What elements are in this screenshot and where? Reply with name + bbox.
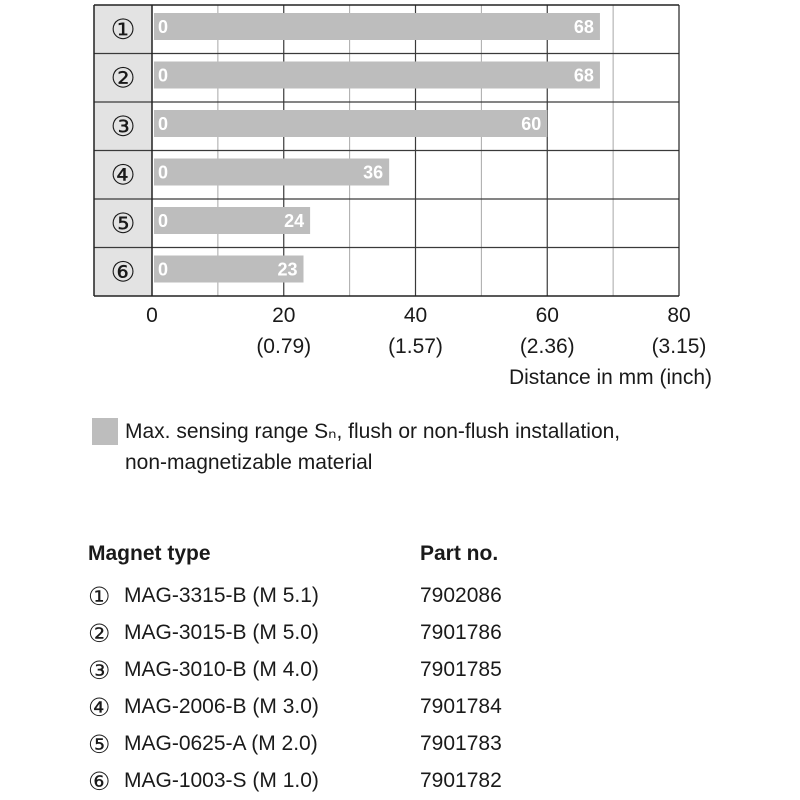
x-tick-label: 40 <box>403 304 428 327</box>
legend-text <box>125 416 620 478</box>
x-tick-label: 0 <box>146 304 158 327</box>
row-label: ② <box>110 61 136 95</box>
grid-lines <box>94 5 679 296</box>
row-label: ⑤ <box>110 207 136 240</box>
header-part-no: Part no. <box>420 542 499 565</box>
row-number: ① <box>88 582 111 611</box>
bar-value-label: 60 <box>521 114 542 134</box>
x-tick-sublabel: (1.57) <box>388 335 443 358</box>
magnet-type: MAG-1003-S (M 1.0) <box>124 769 319 792</box>
bar-value-label: 68 <box>573 17 594 37</box>
part-number: 7901784 <box>420 695 502 718</box>
bar-start-label: 0 <box>158 114 169 134</box>
bar <box>154 110 547 137</box>
bar-start-label: 0 <box>158 162 169 183</box>
x-axis-ticks <box>146 304 706 358</box>
row-label: ④ <box>110 158 136 192</box>
part-number: 7902086 <box>420 584 502 607</box>
bar-value-label: 68 <box>573 65 594 86</box>
row-label: ① <box>110 13 136 46</box>
magnet-type: MAG-2006-B (M 3.0) <box>124 695 319 718</box>
legend-line-2: non-magnetizable material <box>125 451 373 474</box>
magnet-type: MAG-3315-B (M 5.1) <box>124 584 319 607</box>
bar-start-label: 0 <box>158 17 169 37</box>
row-number: ④ <box>88 693 111 722</box>
x-tick-label: 80 <box>667 304 691 327</box>
row-number: ⑥ <box>88 767 111 796</box>
bar-value-label: 23 <box>277 259 298 280</box>
x-tick-label: 60 <box>535 304 559 327</box>
legend-line-1: Max. sensing range Sₙ, flush or non-flush installation, <box>125 420 621 443</box>
bar-value-label: 36 <box>363 162 384 183</box>
part-number: 7901785 <box>420 658 502 681</box>
x-tick-sublabel: (2.36) <box>519 335 575 358</box>
bar <box>154 159 389 186</box>
legend-swatch <box>92 418 118 445</box>
row-label: ⑥ <box>110 255 136 289</box>
row-number: ② <box>88 619 111 648</box>
x-tick-sublabel: (0.79) <box>256 335 312 358</box>
part-number: 7901782 <box>420 769 502 792</box>
x-tick-sublabel: (3.15) <box>651 335 707 358</box>
magnet-type: MAG-3015-B (M 5.0) <box>124 621 319 644</box>
part-number: 7901786 <box>420 621 502 644</box>
row-number: ⑤ <box>88 730 111 759</box>
bar-start-label: 0 <box>158 65 169 86</box>
bar <box>154 13 600 40</box>
magnet-type: MAG-0625-A (M 2.0) <box>124 732 318 755</box>
x-tick-label: 20 <box>272 304 296 327</box>
x-axis-label: Distance in mm (inch) <box>508 366 712 389</box>
header-magnet-type: Magnet type <box>88 542 211 565</box>
bar-start-label: 0 <box>158 211 169 231</box>
row-number: ③ <box>88 656 111 685</box>
magnet-type: MAG-3010-B (M 4.0) <box>124 658 319 681</box>
part-number: 7901783 <box>420 732 502 755</box>
bar-value-label: 24 <box>284 211 305 231</box>
row-label: ③ <box>110 110 136 143</box>
bar <box>154 62 600 89</box>
bar-start-label: 0 <box>158 259 169 280</box>
